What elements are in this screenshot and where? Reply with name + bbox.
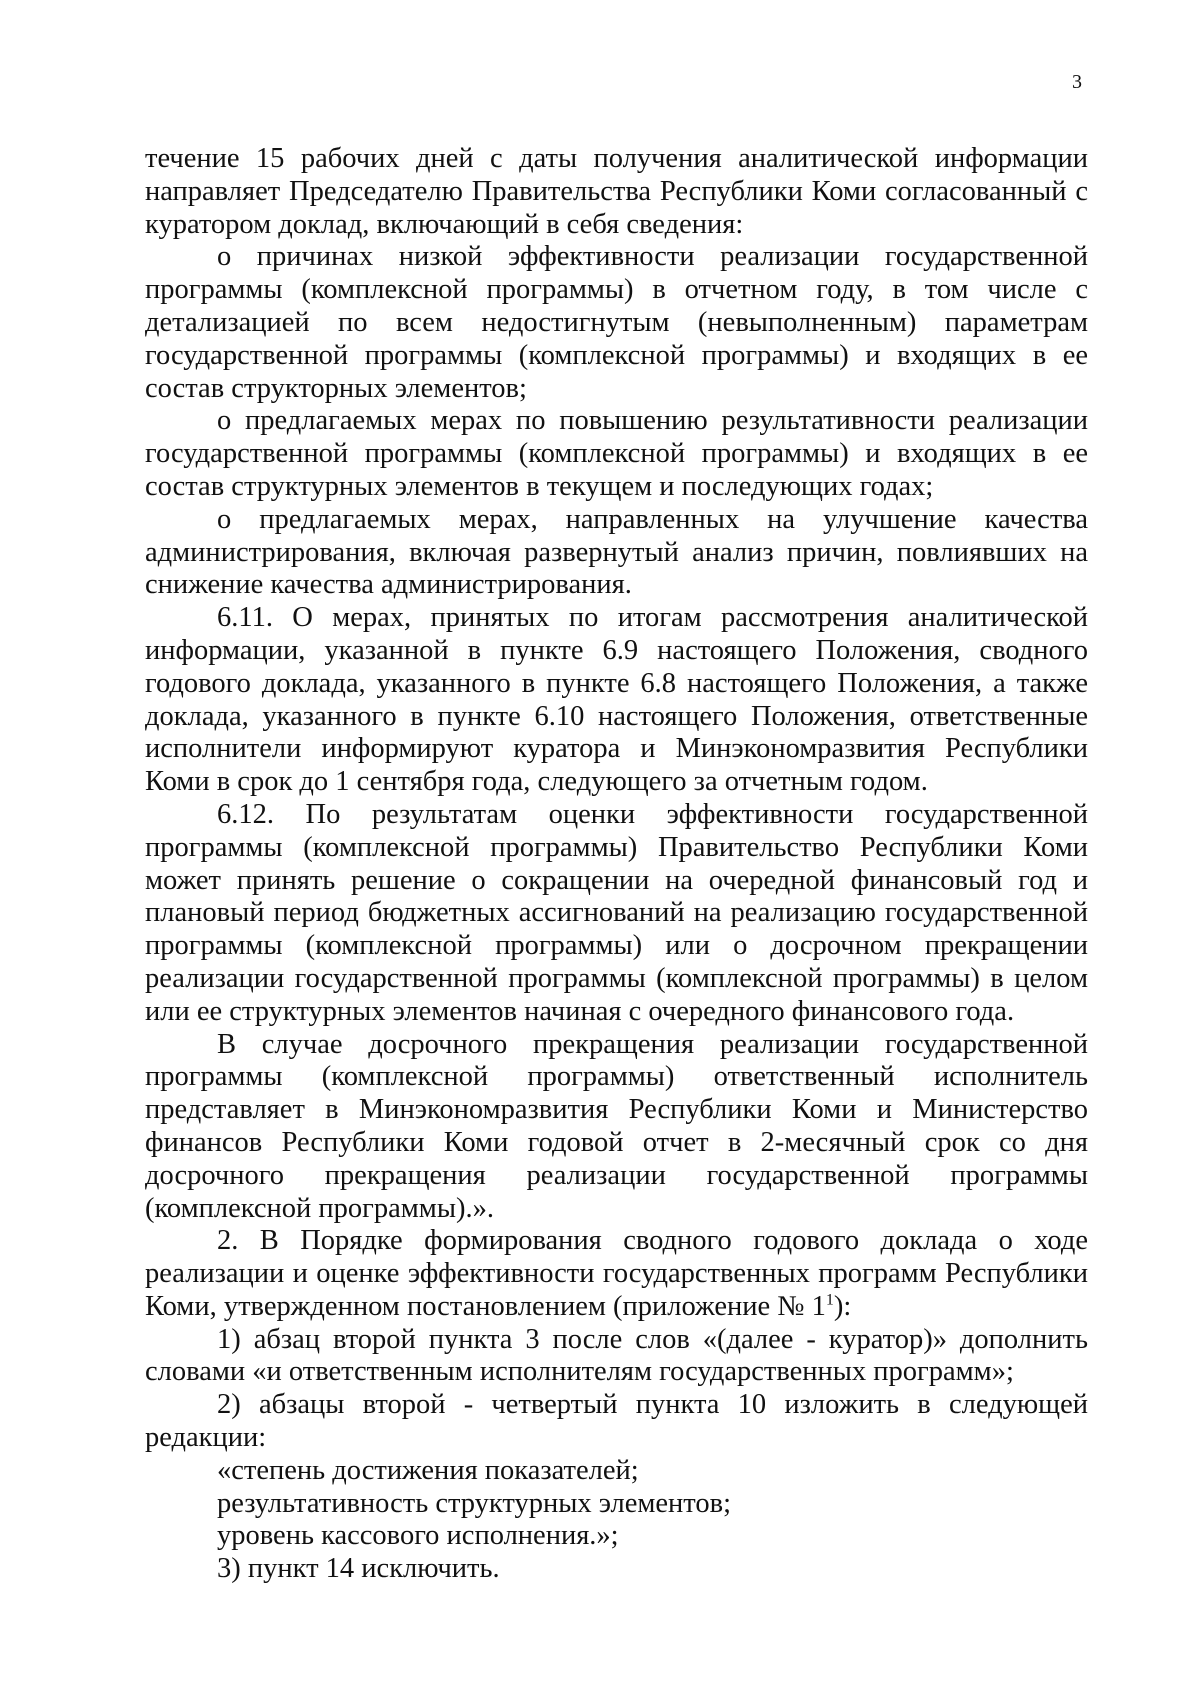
paragraph-early-termination: В случае досрочного прекращения реализации государственной программы (комплексной программы) ответственный исполнитель представляет в Минэкономразвития Республики Коми и Министерство финансов Республики Коми годовой отчет в 2-месячный срок со дня досрочного прекращения реализации государственной программы (комплексной программы).». xyxy=(145,1028,1088,1224)
quote-line-structural-elements: результативность структурных элементов; xyxy=(217,1487,731,1519)
document-body xyxy=(145,143,1088,1586)
paragraph-low-efficiency-reasons: о причинах низкой эффективности реализации государственной программы (комплексной программы) в отчетном году, в том числе с детализацией по всем недостигнутым (невыполненным) параметрам государственной программы (комплексной программы) и входящих в ее состав структорных элементов; xyxy=(145,241,1088,404)
paragraph-item-2 xyxy=(145,1225,1088,1323)
paragraph-proposed-measures-results: о предлагаемых мерах по повышению результативности реализации государственной программы (комплексной программы) и входящих в ее состав структурных элементов в текущем и последующих годах; xyxy=(145,405,1088,502)
page-number: 3 xyxy=(1072,71,1082,93)
paragraph-subitem-1: 1) абзац второй пункта 3 после слов «(далее - куратор)» дополнить словами «и ответственным исполнителям государственных программ»; xyxy=(145,1323,1088,1388)
paragraph-subitem-2: 2) абзацы второй - четвертый пункта 10 изложить в следующей редакции: xyxy=(145,1389,1088,1454)
paragraph-item-2-tail: ): xyxy=(833,1290,852,1322)
quote-line-cash-execution: уровень кассового исполнения.»; xyxy=(217,1520,619,1552)
paragraph-continuation: течение 15 рабочих дней с даты получения аналитической информации направляет Председателю Правительства Республики Коми согласованный с куратором доклад, включающий в себя сведения: xyxy=(145,143,1088,240)
paragraph-item-6-12: 6.12. По результатам оценки эффективности государственной программы (комплексной программы) Правительство Республики Коми может принять решение о сокращении на очередной финансовый год и плановый период бюджетных ассигнований на реализацию государственной программы (комплексной программы) или о досрочном прекращении реализации государственной программы (комплексной программы) в целом или ее структурных элементов начиная с очередного финансового года. xyxy=(145,798,1088,1027)
superscript-footnote: 1 xyxy=(825,1291,834,1309)
paragraph-subitem-3: 3) пункт 14 исключить. xyxy=(217,1553,500,1585)
paragraph-item-2-text: 2. В Порядке формирования сводного годового доклада о ходе реализации и оценке эффективности государственных программ Республики Коми, утвержденном постановлением (приложение № 1 xyxy=(145,1225,1088,1322)
quote-line-indicators: «степень достижения показателей; xyxy=(217,1454,639,1486)
paragraph-proposed-measures-administration: о предлагаемых мерах, направленных на улучшение качества администрирования, включая развернутый анализ причин, повлиявших на снижение качества администрирования. xyxy=(145,503,1088,601)
paragraph-item-6-11: 6.11. О мерах, принятых по итогам рассмотрения аналитической информации, указанной в пункте 6.9 настоящего Положения, сводного годового доклада, указанного в пункте 6.8 настоящего Положения, а также доклада, указанного в пункте 6.10 настоящего Положения, ответственные исполнители информируют куратора и Минэкономразвития Республики Коми в срок до 1 сентября года, следующего за отчетным годом. xyxy=(145,602,1088,798)
